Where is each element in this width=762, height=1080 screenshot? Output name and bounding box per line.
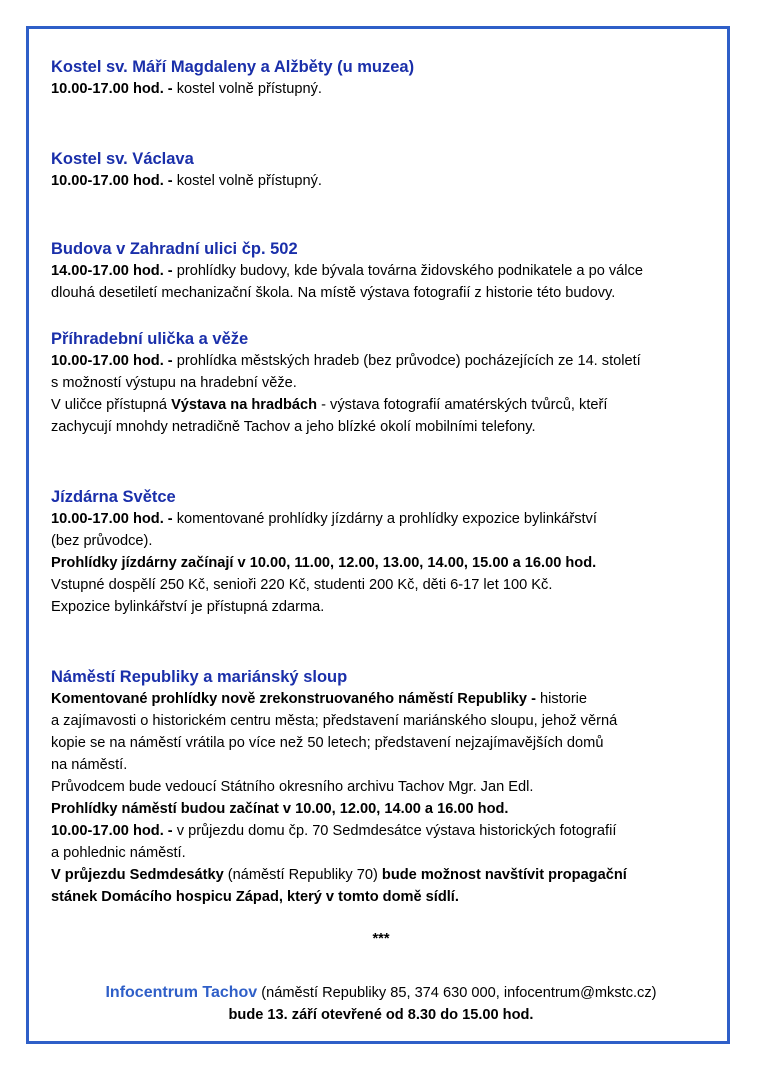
text-segment: (bez průvodce).	[51, 533, 153, 549]
text-segment: s možností výstupu na hradební věže.	[51, 375, 297, 391]
bold-text: Prohlídky jízdárny začínají v 10.00, 11.00, 12.00, 13.00, 14.00, 15.00 a 16.00 hod.	[51, 555, 597, 571]
text-segment: kostel volně přístupný.	[172, 81, 322, 97]
text-line	[51, 754, 721, 776]
text-line	[51, 710, 721, 732]
footer	[0, 982, 762, 1026]
text-segment: kostel volně přístupný.	[172, 173, 322, 189]
separator-stars: ***	[372, 931, 390, 947]
text-line	[51, 282, 721, 304]
text-line	[51, 170, 721, 192]
text-line	[51, 798, 721, 820]
section-title: Kostel sv. Václava	[51, 150, 194, 168]
text-line	[51, 574, 721, 596]
text-line	[51, 864, 721, 886]
text-segment: komentované prohlídky jízdárny a prohlídky expozice bylinkářství	[172, 511, 597, 527]
bold-text: 10.00-17.00 hod. -	[51, 511, 173, 527]
bold-text: Výstava na hradbách	[171, 397, 318, 413]
text-segment: historie	[535, 691, 588, 707]
section-budova-zahradni	[51, 238, 721, 304]
text-segment: Vstupné dospělí 250 Kč, senioři 220 Kč, studenti 200 Kč, děti 6-17 let 100 Kč.	[51, 577, 553, 593]
text-line	[51, 416, 721, 438]
text-line	[51, 688, 721, 710]
section-title: Budova v Zahradní ulici čp. 502	[51, 240, 298, 258]
bold-text: Komentované prohlídky nově zrekonstruovaného náměstí Republiky -	[51, 691, 536, 707]
text-segment: prohlídky budovy, kde bývala továrna židovského podnikatele a po válce	[172, 263, 643, 279]
text-segment: - výstava fotografií amatérských tvůrců, kteří	[317, 397, 608, 413]
text-line	[51, 842, 721, 864]
text-segment: zachycují mnohdy netradičně Tachov a jeho blízké okolí mobilními telefony.	[51, 419, 536, 435]
text-line	[51, 350, 721, 372]
bold-text: 10.00-17.00 hod. -	[51, 173, 173, 189]
text-line	[51, 508, 721, 530]
footer-line-2	[0, 1004, 762, 1026]
text-line	[51, 732, 721, 754]
section-title: Jízdárna Světce	[51, 488, 176, 506]
footer-line-1	[0, 982, 762, 1004]
section-title: Náměstí Republiky a mariánský sloup	[51, 668, 348, 686]
text-line	[51, 530, 721, 552]
bold-text: 14.00-17.00 hod. -	[51, 263, 173, 279]
text-line	[51, 260, 721, 282]
section-namesti-republiky	[51, 666, 721, 908]
infocentrum-hours: bude 13. září otevřené od 8.30 do 15.00 hod.	[228, 1007, 534, 1023]
bold-text: 10.00-17.00 hod. -	[51, 823, 173, 839]
text-line	[51, 394, 721, 416]
text-segment: kopie se na náměstí vrátila po více než 50 letech; představení nejzajímavějších domů	[51, 735, 604, 751]
text-segment: (náměstí Republiky 70)	[223, 867, 382, 883]
section-prihradebni-ulicka	[51, 328, 721, 438]
text-line	[51, 776, 721, 798]
bold-text: bude možnost navštívit propagační	[381, 867, 627, 883]
bold-text: 10.00-17.00 hod. -	[51, 353, 173, 369]
section-kostel-mari-magdaleny	[51, 56, 721, 100]
text-segment: Průvodcem bude vedoucí Státního okresního archivu Tachov Mgr. Jan Edl.	[51, 779, 534, 795]
text-segment: V uličce přístupná	[51, 397, 172, 413]
text-segment: Expozice bylinkářství je přístupná zdarma.	[51, 599, 325, 615]
bold-text: V průjezdu Sedmdesátky	[51, 867, 224, 883]
bold-text: Prohlídky náměstí budou začínat v 10.00, 12.00, 14.00 a 16.00 hod.	[51, 801, 509, 817]
bold-text: stánek Domácího hospicu Západ, který v tomto domě sídlí.	[51, 889, 459, 905]
text-line	[51, 78, 721, 100]
text-line	[51, 886, 721, 908]
text-line	[51, 372, 721, 394]
text-line	[51, 820, 721, 842]
infocentrum-name: Infocentrum Tachov	[105, 984, 258, 1001]
section-title: Příhradební ulička a věže	[51, 330, 249, 348]
infocentrum-contact: (náměstí Republiky 85, 374 630 000, infocentrum@mkstc.cz)	[257, 985, 657, 1001]
text-line	[51, 596, 721, 618]
section-kostel-sv-vaclava	[51, 148, 721, 192]
text-segment: prohlídka městských hradeb (bez průvodce) pocházejících ze 14. století	[172, 353, 641, 369]
text-segment: a zajímavosti o historickém centru města; představení mariánského sloupu, jehož věrná	[51, 713, 618, 729]
section-title: Kostel sv. Máří Magdaleny a Alžběty (u muzea)	[51, 58, 415, 76]
text-segment: a pohlednic náměstí.	[51, 845, 186, 861]
bold-text: 10.00-17.00 hod. -	[51, 81, 173, 97]
section-jizdarna-svetce	[51, 486, 721, 618]
text-line	[51, 552, 721, 574]
text-segment: na náměstí.	[51, 757, 128, 773]
text-segment: dlouhá desetiletí mechanizační škola. Na místě výstava fotografií z historie této budovy.	[51, 285, 616, 301]
text-segment: v průjezdu domu čp. 70 Sedmdesátce výstava historických fotografií	[172, 823, 617, 839]
